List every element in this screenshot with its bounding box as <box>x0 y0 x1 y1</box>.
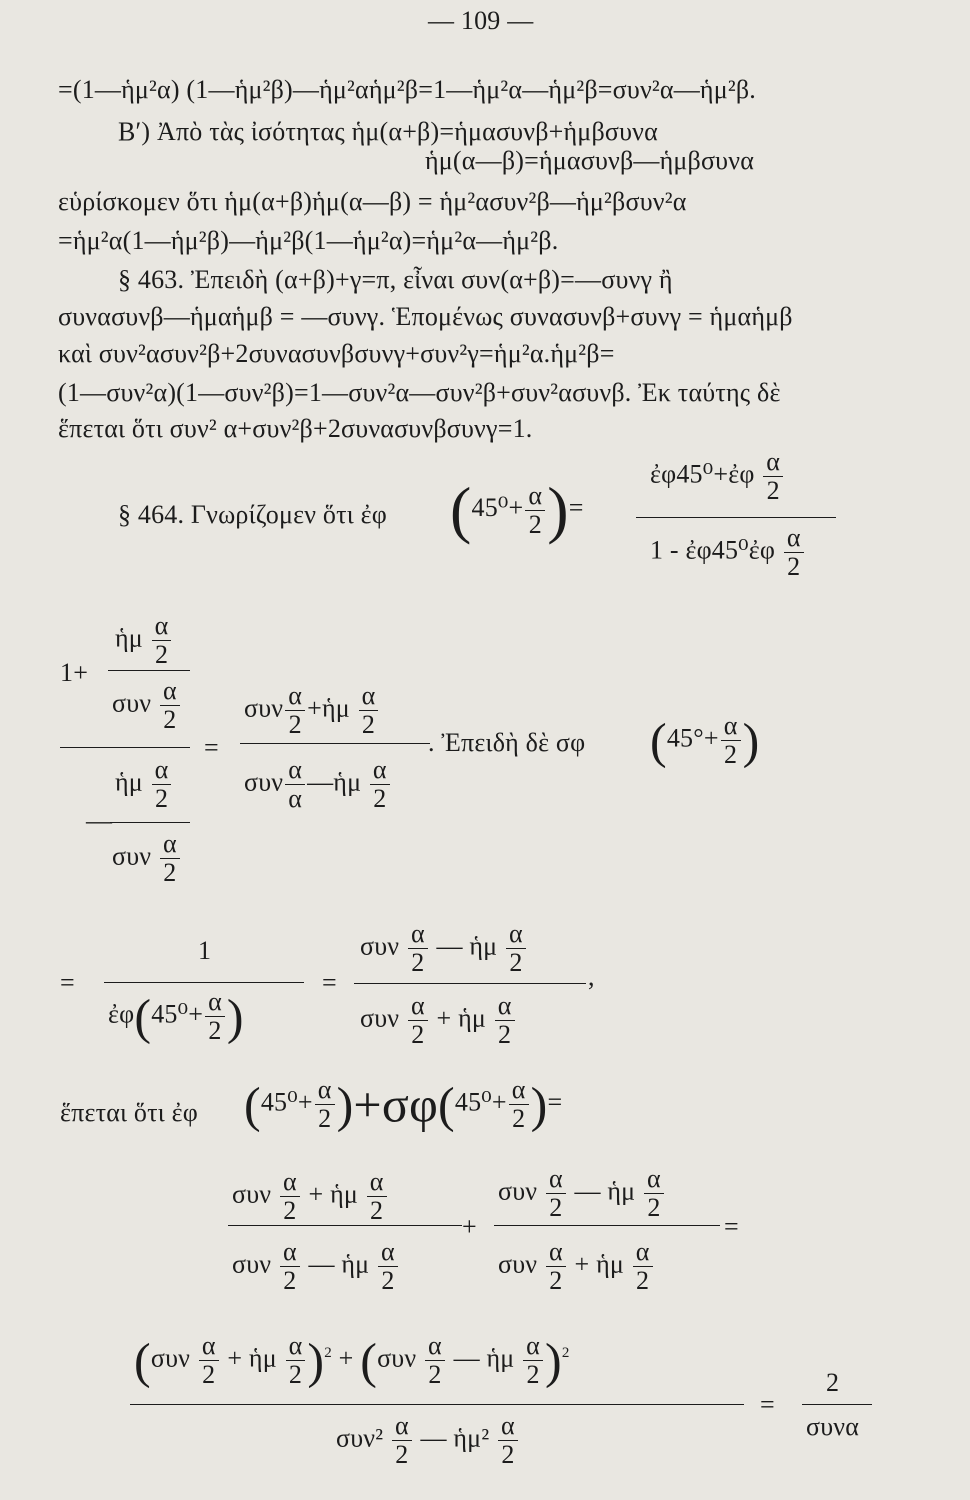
eq3-den-2: συν $\frac{\alpha}{2}$ + ἡμ $\frac{\alpha}{2}$ <box>360 992 517 1049</box>
text-line-8: καὶ συν²ασυν²β+2συνασυνβσυνγ+συν²γ=ἡμ²α.ἡμ²β= <box>58 339 615 368</box>
text-line-6: § 463. Ἐπειδὴ (α+β)+γ=π, εἶναι συν(α+β)=—συνγ ἢ <box>118 265 673 294</box>
text-line-7: συνασυνβ—ἡμαἡμβ = —συνγ. Ἑπομένως συνασυνβ+συνγ = ἡμαἡμβ <box>58 302 793 331</box>
text-line-4: εὑρίσκομεν ὅτι ἡμ(α+β)ἡμ(α—β) = ἡμ²ασυν²β—ἡμ²βσυν²α <box>58 187 687 216</box>
cf-equals: = <box>204 733 219 762</box>
cf-bot-syn: συν $\frac{\alpha}{2}$ <box>112 830 182 887</box>
eq464-label: § 464. Γνωρίζομεν ὅτι ἐφ <box>118 500 387 529</box>
eq6-main-bar <box>130 1404 744 1405</box>
cf-top-hm: ἡμ $\frac{\alpha}{2}$ <box>115 612 173 669</box>
eq6-syna: συνα <box>806 1412 860 1441</box>
text-line-5: =ἡμ²α(1—ἡμ²β)—ἡμ²β(1—ἡμ²α)=ἡμ²α—ἡμ²β. <box>58 226 559 255</box>
cf-minus: — <box>86 806 113 835</box>
eq6-den: συν² $\frac{\alpha}{2}$ — ἡμ² $\frac{\alpha}{2}$ <box>336 1412 520 1469</box>
eq5-den-1: συν $\frac{\alpha}{2}$ — ἡμ $\frac{\alpha}{2}$ <box>232 1238 400 1295</box>
eq464-rhs-num: ἐφ45⁰+ἐφ $\frac{\alpha}{2}$ <box>650 448 785 505</box>
eq5-plus: + <box>462 1212 477 1241</box>
text-line-9: (1—συν²α)(1—συν²β)=1—συν²α—συν²β+συν²ασυνβ. Ἐκ ταύτης δὲ <box>58 378 781 407</box>
half-alpha: $\frac{\alpha}{2}$ <box>525 482 545 539</box>
eq3-bar-2 <box>354 983 586 984</box>
cf-one-plus: 1+ <box>60 658 89 687</box>
eq6-rhs-bar <box>802 1404 872 1405</box>
close-paren: ) <box>547 474 569 545</box>
eq5-den-2: συν $\frac{\alpha}{2}$ + ἡμ $\frac{\alpha}{2}$ <box>498 1238 655 1295</box>
eq5-equals: = <box>724 1212 739 1241</box>
eq4-body: (45⁰+ $\frac{\alpha}{2}$ )+σφ(45⁰+ $\frac{\alpha}{2}$ )= <box>244 1075 563 1133</box>
eq3-one: 1 <box>198 936 212 965</box>
cf-rhs-den: συν $\frac{\alpha}{\alpha}$ —ἡμ $\frac{\alpha}{2}$ <box>244 756 392 813</box>
eq3-den: ἐφ(45⁰+ $\frac{\alpha}{2}$ ) <box>108 987 244 1045</box>
text-line-2: Β′) Ἀπὸ τὰς ἰσότητας ἡμ(α+β)=ἡμασυνβ+ἡμβσυνα <box>118 117 658 146</box>
eq464-main-bar <box>636 517 836 518</box>
page-number: — 109 — <box>428 6 534 35</box>
eq3-equals: = <box>60 968 75 997</box>
cf-rhs-bar <box>240 743 430 744</box>
eq5-num-2: συν $\frac{\alpha}{2}$ — ἡμ $\frac{\alpha}{2}$ <box>498 1165 666 1222</box>
cf-cot-arg: (45°+ $\frac{\alpha}{2}$ ) <box>650 711 760 769</box>
cf-top-syn: συν $\frac{\alpha}{2}$ <box>112 677 182 734</box>
cf-main-bar <box>60 747 190 748</box>
eq464-rhs-den: 1 - ἐφ45⁰ἐφ $\frac{\alpha}{2}$ <box>650 524 806 581</box>
eq3-num: συν $\frac{\alpha}{2}$ — ἡμ $\frac{\alpha}{2}$ <box>360 920 528 977</box>
cf-rhs-num: συν $\frac{\alpha}{2}$ +ἡμ $\frac{\alpha}{2}$ <box>244 682 380 739</box>
text-line-3: ἡμ(α—β)=ἡμασυνβ—ἡμβσυνα <box>425 146 755 175</box>
cf-top-bar <box>108 670 190 671</box>
eq6-two: 2 <box>826 1368 840 1397</box>
eq4-label: ἕπεται ὅτι ἐφ <box>60 1098 198 1127</box>
eq6-equals: = <box>760 1390 775 1419</box>
eq5-bar-2 <box>494 1225 720 1226</box>
eq5-bar-1 <box>228 1225 462 1226</box>
eq3-bar <box>104 982 304 983</box>
text-line-1: =(1—ἡμ²α) (1—ἡμ²β)—ἡμ²αἡμ²β=1—ἡμ²α—ἡμ²β=συν²α—ἡμ²β. <box>58 75 756 104</box>
cf-bot-bar <box>110 822 190 823</box>
cf-tail: . Ἐπειδὴ δὲ σφ <box>428 728 586 757</box>
text-line-10: ἕπεται ὅτι συν² α+συν²β+2συνασυνβσυνγ=1. <box>58 414 533 443</box>
eq464-lhs: (45⁰+ $\frac{\alpha}{2}$ )= <box>450 474 584 545</box>
open-paren: ( <box>450 474 472 545</box>
eq5-num-1: συν $\frac{\alpha}{2}$ + ἡμ $\frac{\alpha}{2}$ <box>232 1168 389 1225</box>
eq6-num: (συν $\frac{\alpha}{2}$ + ἡμ $\frac{\alpha}{2}$ )$^2$ + (συν $\frac{\alpha}{2}$ — ἡμ $\frac{\alpha}{2}$ )$^2$ <box>134 1331 570 1389</box>
cf-bot-hm: ἡμ $\frac{\alpha}{2}$ <box>115 756 173 813</box>
eq3-comma: , <box>588 962 595 991</box>
eq3-equals-2: = <box>322 968 337 997</box>
